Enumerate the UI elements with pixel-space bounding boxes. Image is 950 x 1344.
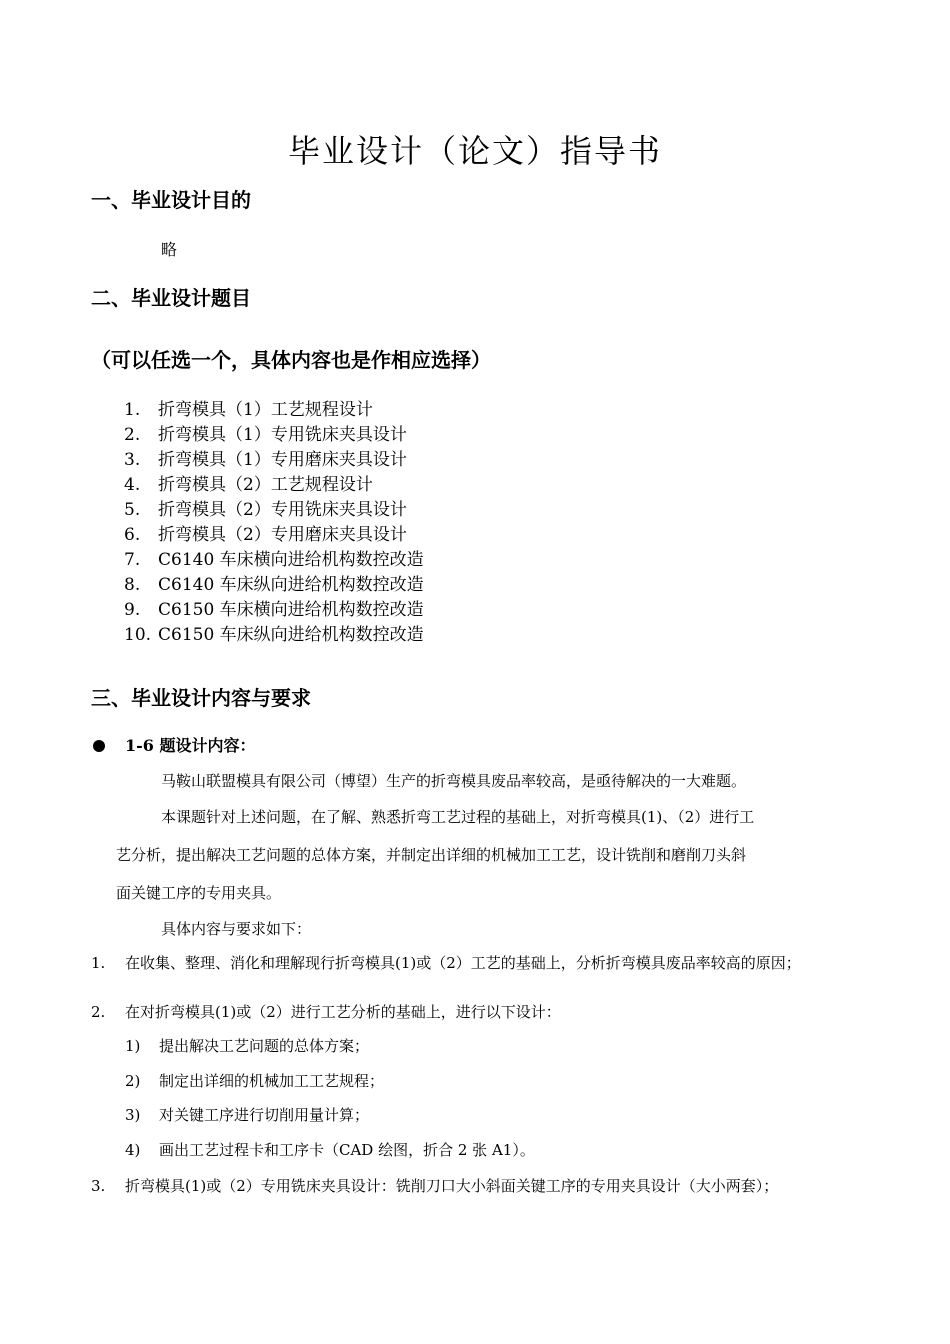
topic-item [124, 573, 424, 598]
subitem-text: 提出解决工艺问题的总体方案； [159, 1037, 370, 1055]
topic-item [124, 473, 424, 498]
topic-text: C6150 车床横向进给机构数控改造 [158, 600, 424, 620]
page-title: 毕业设计（论文）指导书 [287, 132, 662, 170]
topic-text: C6150 车床纵向进给机构数控改造 [158, 625, 424, 645]
requirement-number: 1. [91, 954, 106, 972]
topic-text: C6140 车床横向进给机构数控改造 [158, 550, 424, 570]
requirement-number: 2. [91, 1003, 106, 1021]
subitem-number: 1) [125, 1037, 141, 1055]
topic-number: 7. [124, 550, 141, 570]
topic-item [124, 623, 424, 648]
subitem-number: 2) [125, 1072, 141, 1090]
topic-item [124, 498, 424, 523]
subitem-number: 4) [125, 1141, 141, 1159]
subitem-text: 对关键工序进行切削用量计算； [159, 1106, 370, 1124]
section-heading-purpose: 一、毕业设计目的 [91, 188, 251, 212]
topic-item [124, 448, 424, 473]
paragraph-task-line2: 艺分析，提出解决工艺问题的总体方案，并制定出详细的机械加工工艺，设计铣削和磨削刀头斜 [116, 846, 747, 864]
section-heading-topics: 二、毕业设计题目 [91, 286, 251, 310]
topic-number: 6. [124, 525, 141, 545]
topic-item [124, 423, 424, 448]
subitem-text: 画出工艺过程卡和工序卡（CAD 绘图，折合 2 张 A1）。 [159, 1141, 535, 1159]
topic-item [124, 598, 424, 623]
topic-text: 折弯模具（2）专用铣床夹具设计 [158, 500, 407, 520]
topic-number: 10. [124, 625, 152, 645]
paragraph-task-line3: 面关键工序的专用夹具。 [116, 884, 282, 902]
topics-note: （可以任选一个，具体内容也是作相应选择） [91, 348, 491, 372]
topic-number: 2. [124, 425, 141, 445]
topic-list [124, 398, 424, 648]
topic-text: 折弯模具（2）专用磨床夹具设计 [158, 525, 407, 545]
topic-item [124, 548, 424, 573]
section-heading-requirements: 三、毕业设计内容与要求 [91, 686, 311, 710]
topic-number: 1. [124, 400, 141, 420]
topic-item [124, 398, 424, 423]
bullet-heading: 1-6 题设计内容： [125, 736, 256, 755]
subitem-number: 3) [125, 1106, 141, 1124]
topic-text: 折弯模具（2）工艺规程设计 [158, 475, 373, 495]
requirement-text: 在收集、整理、消化和理解现行折弯模具(1)或（2）工艺的基础上，分析折弯模具废品率较高的原因； [125, 954, 801, 972]
topic-text: 折弯模具（1）专用铣床夹具设计 [158, 425, 407, 445]
paragraph-background: 马鞍山联盟模具有限公司（博望）生产的折弯模具废品率较高，是亟待解决的一大难题。 [161, 772, 747, 790]
requirement-number: 3. [91, 1177, 106, 1195]
topic-text: 折弯模具（1）工艺规程设计 [158, 400, 373, 420]
topic-item [124, 523, 424, 548]
topic-number: 4. [124, 475, 141, 495]
bullet-dot-icon [93, 740, 105, 752]
topic-number: 5. [124, 500, 141, 520]
topic-text: C6140 车床纵向进给机构数控改造 [158, 575, 424, 595]
requirement-text: 在对折弯模具(1)或（2）进行工艺分析的基础上，进行以下设计： [125, 1003, 561, 1021]
paragraph-task-line1: 本课题针对上述问题，在了解、熟悉折弯工艺过程的基础上，对折弯模具(1)、（2）进行工 [161, 808, 755, 826]
topic-number: 8. [124, 575, 141, 595]
topic-number: 3. [124, 450, 141, 470]
section-body-purpose: 略 [161, 240, 178, 259]
requirement-text: 折弯模具(1)或（2）专用铣床夹具设计：铣削刀口大小斜面关键工序的专用夹具设计（大小两套）； [125, 1177, 779, 1195]
subitem-text: 制定出详细的机械加工工艺规程； [159, 1072, 385, 1090]
topic-text: 折弯模具（1）专用磨床夹具设计 [158, 450, 407, 470]
topic-number: 9. [124, 600, 141, 620]
paragraph-intro: 具体内容与要求如下： [161, 920, 312, 938]
